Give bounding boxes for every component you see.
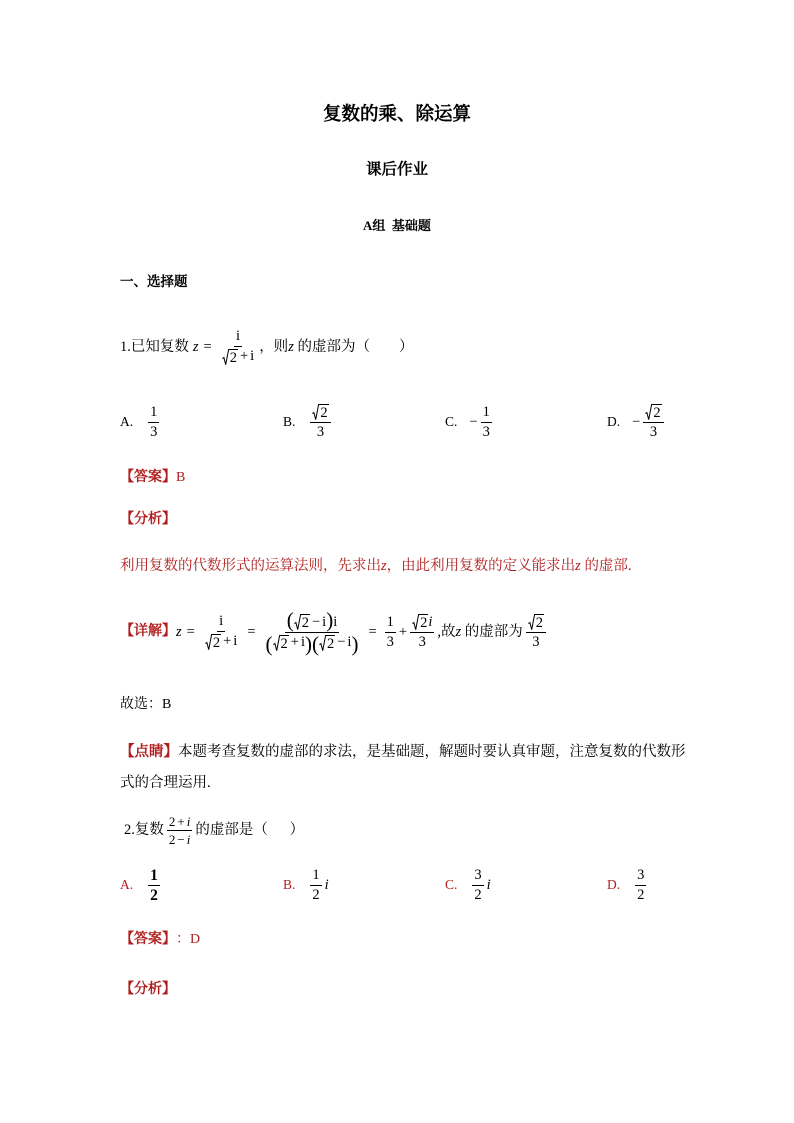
remark-text: 本题考查复数的虚部的求法，是基础题，解题时要认真审题，注意复数的代数形式的合理运用. xyxy=(120,744,686,791)
q1-remark xyxy=(120,737,692,799)
radicand: 2 xyxy=(212,635,221,651)
denominator xyxy=(203,632,239,651)
left-paren: ( xyxy=(311,631,319,656)
radical-sign xyxy=(412,613,419,631)
radical-sign xyxy=(528,613,535,631)
var-z: z xyxy=(176,624,182,640)
radicand: 2 xyxy=(301,614,309,631)
denominator: 3 xyxy=(532,634,540,650)
var-z: z xyxy=(288,339,294,355)
numerator: 3 xyxy=(635,867,646,886)
q1-stem xyxy=(120,322,413,372)
radicand: 2 xyxy=(229,350,237,366)
analysis-part: 利用复数的代数形式的运算法则，先求出 xyxy=(120,558,381,574)
section-heading: 一、选择题 xyxy=(120,274,188,289)
denominator: 3 xyxy=(482,423,490,440)
plus-sign: + xyxy=(290,633,299,650)
q2-stem-prefix: 2.复数 xyxy=(124,822,164,838)
numerator: i xyxy=(217,613,225,632)
fraction xyxy=(203,613,239,651)
radicand: 2 xyxy=(535,615,543,631)
denominator xyxy=(264,633,361,655)
imag-unit: i xyxy=(186,831,191,847)
sqrt xyxy=(319,634,335,652)
fraction xyxy=(643,403,663,441)
q1-option-a xyxy=(120,397,162,447)
detail-label: 【详解】 xyxy=(120,624,176,639)
numerator: i xyxy=(234,328,242,347)
numerator xyxy=(410,613,434,633)
fraction xyxy=(481,404,492,441)
q2-option-c xyxy=(445,860,491,910)
numerator xyxy=(526,613,546,633)
minus-sign: − xyxy=(177,831,185,847)
plus-sign: + xyxy=(177,813,185,829)
fraction xyxy=(167,814,192,847)
option-letter: A. xyxy=(120,414,134,429)
minus-sign: − xyxy=(311,613,321,630)
q2-option-d xyxy=(607,860,649,910)
imag-unit: i xyxy=(428,614,433,630)
fraction xyxy=(635,867,646,904)
imag-unit: i xyxy=(186,813,191,829)
denominator: 2 xyxy=(637,886,645,903)
right-paren: ) xyxy=(351,631,359,656)
option-letter: C. xyxy=(445,877,458,892)
denominator: 3 xyxy=(150,423,158,440)
remark-label: 【点睛】 xyxy=(120,744,178,760)
numerator xyxy=(167,814,192,831)
equals-sign: = xyxy=(247,624,256,640)
q1-stem-prefix: 1.已知复数 xyxy=(120,339,189,355)
q2-stem-suffix: 的虚部是（ ） xyxy=(195,822,305,838)
numerator: 1 xyxy=(385,614,396,633)
plus-sign: + xyxy=(239,348,249,364)
q1-analysis-label: 【分析】 xyxy=(120,512,176,527)
q1-analysis-text xyxy=(120,556,632,576)
minus-sign: − xyxy=(469,414,478,430)
radicand: 2 xyxy=(326,635,335,652)
analysis-part: ，由此利用复数的定义能求出 xyxy=(386,558,576,574)
option-letter: B. xyxy=(283,414,296,429)
numerator: 1 xyxy=(150,866,158,884)
numerator xyxy=(285,607,340,633)
q1-option-c xyxy=(445,397,495,447)
fraction xyxy=(148,867,160,904)
imag-unit: i xyxy=(300,633,305,650)
numerator: 1 xyxy=(310,867,321,886)
denominator: 2 xyxy=(150,886,158,904)
option-letter: C. xyxy=(445,414,458,429)
imag-unit: i xyxy=(486,877,491,893)
equals-sign: = xyxy=(368,624,377,640)
denominator: 2 xyxy=(312,886,320,903)
denominator xyxy=(220,347,256,366)
equals-sign: = xyxy=(203,339,212,355)
answer-value: ：D xyxy=(176,932,201,947)
fraction xyxy=(385,614,396,651)
denominator: 3 xyxy=(418,634,426,650)
sqrt xyxy=(222,348,238,366)
numerator: 3 xyxy=(472,867,483,886)
imag-unit: i xyxy=(322,613,327,630)
denominator xyxy=(167,831,192,847)
numerator xyxy=(643,403,663,423)
denominator: 3 xyxy=(316,424,325,440)
fraction xyxy=(310,403,330,441)
q2-analysis-label: 【分析】 xyxy=(120,982,176,997)
option-letter: B. xyxy=(283,877,296,892)
q2-stem xyxy=(124,805,304,855)
sqrt xyxy=(273,634,289,652)
radical-sign xyxy=(312,403,319,421)
q2-answer xyxy=(120,930,200,950)
numerator xyxy=(310,403,330,423)
q2-option-a xyxy=(120,860,163,910)
radical-sign xyxy=(205,633,212,651)
radical-sign xyxy=(222,348,229,366)
sqrt xyxy=(205,633,221,651)
q1-option-d xyxy=(607,397,667,447)
radical-sign xyxy=(273,634,280,652)
q1-option-b xyxy=(283,397,334,447)
answer-label: 【答案】 xyxy=(120,932,176,947)
denominator: 2 xyxy=(474,886,482,903)
radical-sign xyxy=(319,634,326,652)
detail-tail: ,故 xyxy=(437,624,456,640)
sqrt xyxy=(412,613,428,631)
imag-unit: i xyxy=(347,633,352,650)
plus-sign: + xyxy=(223,633,232,649)
digit: 2 xyxy=(168,831,176,847)
var-z: z xyxy=(455,624,462,640)
radicand: 2 xyxy=(653,405,661,421)
page-title: 复数的乘、除运算 xyxy=(322,105,471,125)
sqrt xyxy=(312,403,328,421)
q1-detail xyxy=(120,602,549,662)
imag-unit: i xyxy=(250,348,255,364)
fraction xyxy=(526,613,546,651)
imag-unit: i xyxy=(324,877,329,893)
imag-unit: i xyxy=(233,633,238,649)
radical-sign xyxy=(645,403,652,421)
group-heading: A组 基础题 xyxy=(363,218,431,233)
var-z: z xyxy=(575,558,581,574)
fraction xyxy=(264,607,361,656)
left-paren: ( xyxy=(286,607,294,632)
right-paren: ) xyxy=(326,607,334,632)
minus-sign: − xyxy=(337,633,346,650)
left-paren: ( xyxy=(265,631,273,656)
equals-sign: = xyxy=(186,624,195,640)
option-letter: A. xyxy=(120,877,134,892)
radicand: 2 xyxy=(420,615,428,631)
fraction xyxy=(220,328,256,366)
fraction xyxy=(472,867,483,904)
fraction xyxy=(148,404,159,441)
numerator: 1 xyxy=(148,404,159,423)
denominator: 3 xyxy=(649,424,658,440)
plus-sign: + xyxy=(398,624,408,640)
q1-conclusion: 故选：B xyxy=(120,697,172,712)
radical-sign xyxy=(294,613,301,631)
option-letter: D. xyxy=(607,414,621,429)
radicand: 2 xyxy=(320,405,328,421)
var-z: z xyxy=(192,339,199,355)
sqrt xyxy=(294,613,310,631)
option-letter: D. xyxy=(607,877,621,892)
numerator: 1 xyxy=(481,404,492,423)
radicand: 2 xyxy=(280,635,288,652)
minus-sign: − xyxy=(632,414,641,430)
answer-value: B xyxy=(176,470,186,485)
detail-tail: 的虚部为 xyxy=(461,624,523,640)
q1-stem-suffix: 的虚部为（ ） xyxy=(293,339,414,355)
sqrt xyxy=(528,613,544,631)
sqrt xyxy=(645,403,661,421)
imag-unit: i xyxy=(333,613,338,630)
fraction xyxy=(410,613,434,651)
fraction xyxy=(310,867,321,904)
var-z: z xyxy=(381,558,387,574)
denominator: 3 xyxy=(386,633,394,650)
analysis-part: 的虚部. xyxy=(580,558,632,574)
answer-label: 【答案】 xyxy=(120,470,176,485)
q1-answer xyxy=(120,468,185,488)
page-subtitle: 课后作业 xyxy=(365,161,428,178)
digit: 2 xyxy=(168,813,176,829)
q2-option-b xyxy=(283,860,329,910)
right-paren: ) xyxy=(304,631,312,656)
q1-stem-mid: ，则 xyxy=(259,339,289,355)
